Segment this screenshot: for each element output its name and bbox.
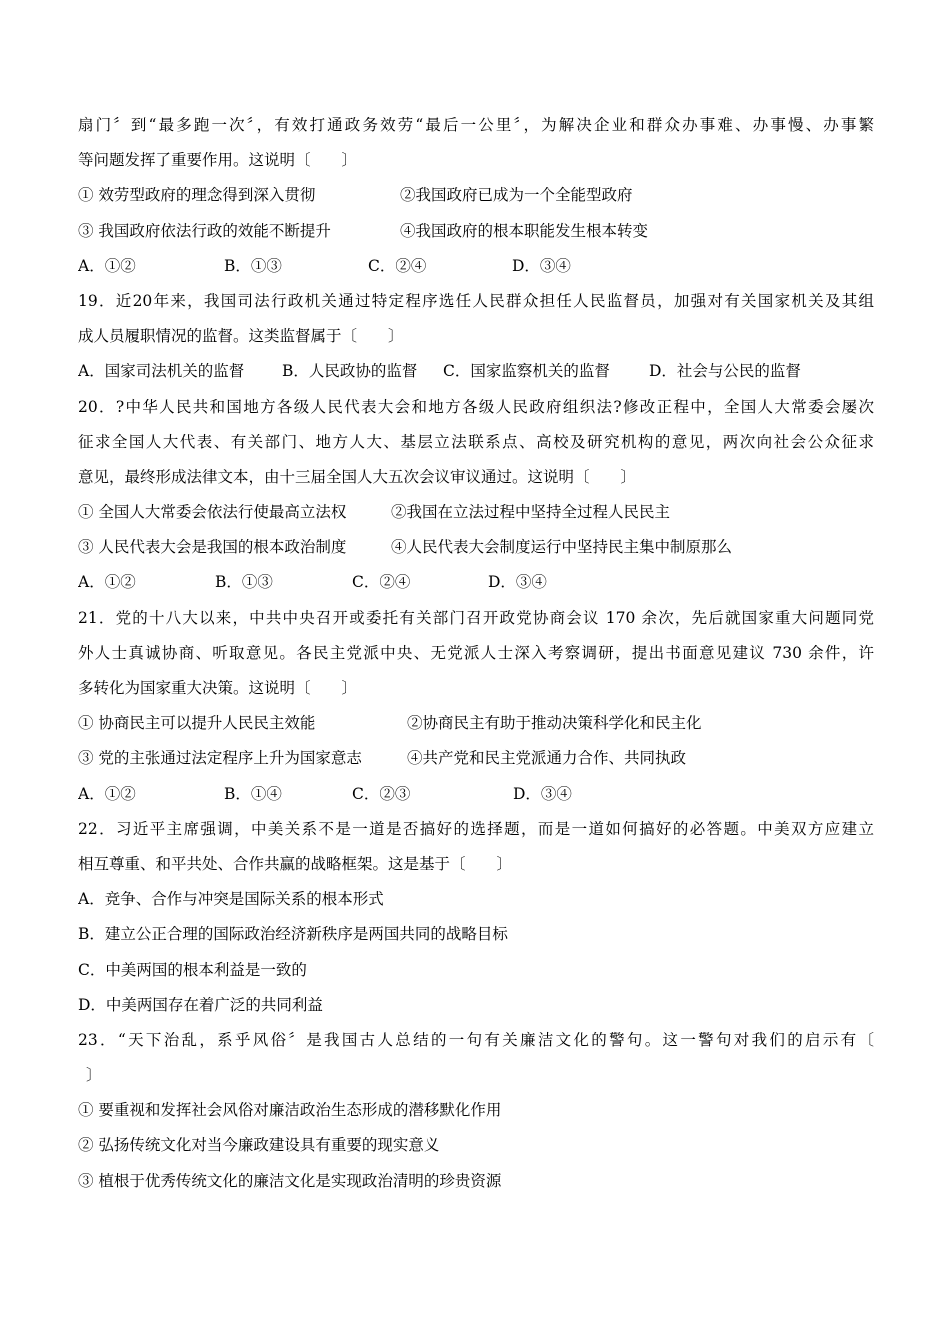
q19-option-c: C．国家监察机关的监督 [443,362,610,381]
q19-option-a: A．国家司法机关的监督 [78,362,245,381]
q21-option-a: A．①② [78,784,136,803]
q19-option-b: B．人民政协的监督 [282,362,418,381]
q20-option-c: C．②④ [352,573,411,592]
q18-options-row [78,249,874,284]
q21-statement-1: ① 协商民主可以提升人民民主效能 [78,714,316,733]
q23-statement-3: ③ 植根于优秀传统文化的廉洁文化是实现政治清明的珍贵资源 [78,1171,502,1190]
q22-option-d: D．中美两国存在着广泛的共同利益 [78,995,323,1014]
q18-statement-4: ④我国政府的根本职能发生根本转变 [400,221,649,240]
q20-stem-line-3: 意见，最终形成法律文本，由十三届全国人大五次会议审议通过。这说明〔 〕 [78,467,637,486]
document-page [78,108,874,1199]
q20-option-b: B．①③ [215,573,273,592]
q20-options-row [78,565,874,600]
q22-option-b: B．建立公正合理的国际政治经济新秩序是两国共同的战略目标 [78,925,508,944]
q21-options-row [78,777,874,812]
q21-statements-row-1 [78,706,874,741]
q20-option-a: A．①② [78,573,136,592]
q21-statement-4: ④共产党和民主党派通力合作、共同执政 [407,749,687,768]
q21-statements-row-2 [78,741,874,776]
q18-statement-3: ③ 我国政府依法行政的效能不断提升 [78,221,331,240]
q20-statement-4: ④人民代表大会制度运行中坚持民主集中制原那么 [391,538,733,557]
q23-statement-2: ② 弘扬传统文化对当今廉政建设具有重要的现实意义 [78,1136,440,1155]
q19-stem-line-1: 19．近20年来，我国司法行政机关通过特定程序选任人民群众担任人民监督员，加强对有关国家机关及其组 [78,291,874,310]
q21-option-b: B．①④ [224,784,282,803]
q19-stem-line-2: 成人员履职情况的监督。这类监督属于〔 〕 [78,327,404,346]
q18-statement-1: ① 效劳型政府的理念得到深入贯彻 [78,186,316,205]
q21-statement-3: ③ 党的主张通过法定程序上升为国家意志 [78,749,362,768]
q23-stem-line-2: 〕 [86,1066,102,1085]
q21-stem-line-1: 21．党的十八大以来，中共中央召开或委托有关部门召开政党协商会议 170 余次，先后就国家重大问题同党 [78,608,874,627]
q20-statement-3: ③ 人民代表大会是我国的根本政治制度 [78,538,347,557]
q22-stem-line-1: 22．习近平主席强调，中美关系不是一道是否搞好的选择题，而是一道如何搞好的必答题。中美双方应建立 [78,819,874,838]
q19-option-d: D．社会与公民的监督 [649,362,801,381]
q18-option-d: D．③④ [512,256,571,275]
q18-statements-row-1 [78,178,874,213]
q20-statement-1: ① 全国人大常委会依法行使最高立法权 [78,503,347,522]
q19-options-row [78,354,874,389]
q21-stem-line-2: 外人士真诚协商、听取意见。各民主党派中央、无党派人士深入考察调研，提出书面意见建议 730 余件，许 [78,643,874,662]
q20-option-d: D．③④ [488,573,547,592]
q20-statements-row-1 [78,495,874,530]
q21-statement-2: ②协商民主有助于推动决策科学化和民主化 [407,714,702,733]
q20-statements-row-2 [78,530,874,565]
q20-stem-line-1: 20．?中华人民共和国地方各级人民代表大会和地方各级人民政府组织法?修改正程中，全国人大常委会屡次 [78,397,874,416]
q18-stem-line-2: 等问题发挥了重要作用。这说明〔 〕 [78,151,358,170]
q18-option-c: C．②④ [368,256,427,275]
q22-option-a: A．竞争、合作与冲突是国际关系的根本形式 [78,890,384,909]
q23-statement-1: ① 要重视和发挥社会风俗对廉洁政治生态形成的潜移默化作用 [78,1101,502,1120]
q23-stem-line-1: 23．“天下治乱，系乎风俗〞是我国古人总结的一句有关廉洁文化的警句。这一警句对我们的启示有〔 [78,1030,874,1049]
q18-option-a: A．①② [78,256,136,275]
q18-option-b: B．①③ [224,256,282,275]
q18-statement-2: ②我国政府已成为一个全能型政府 [400,186,633,205]
q22-stem-line-2: 相互尊重、和平共处、合作共赢的战略框架。这是基于〔 〕 [78,854,513,873]
q18-stem-line-1: 扇门〞到“最多跑一次〞，有效打通政务效劳“最后一公里〞，为解决企业和群众办事难、办事慢、办事繁 [78,116,874,134]
q18-statements-row-2 [78,214,874,249]
q20-statement-2: ②我国在立法过程中坚持全过程人民民主 [391,503,671,522]
q21-option-c: C．②③ [352,784,411,803]
q21-stem-line-3: 多转化为国家重大决策。这说明〔 〕 [78,679,358,697]
q22-option-c: C．中美两国的根本利益是一致的 [78,960,307,979]
q21-option-d: D．③④ [513,784,572,803]
q20-stem-line-2: 征求全国人大代表、有关部门、地方人大、基层立法联系点、高校及研究机构的意见，两次向社会公众征求 [78,432,874,451]
